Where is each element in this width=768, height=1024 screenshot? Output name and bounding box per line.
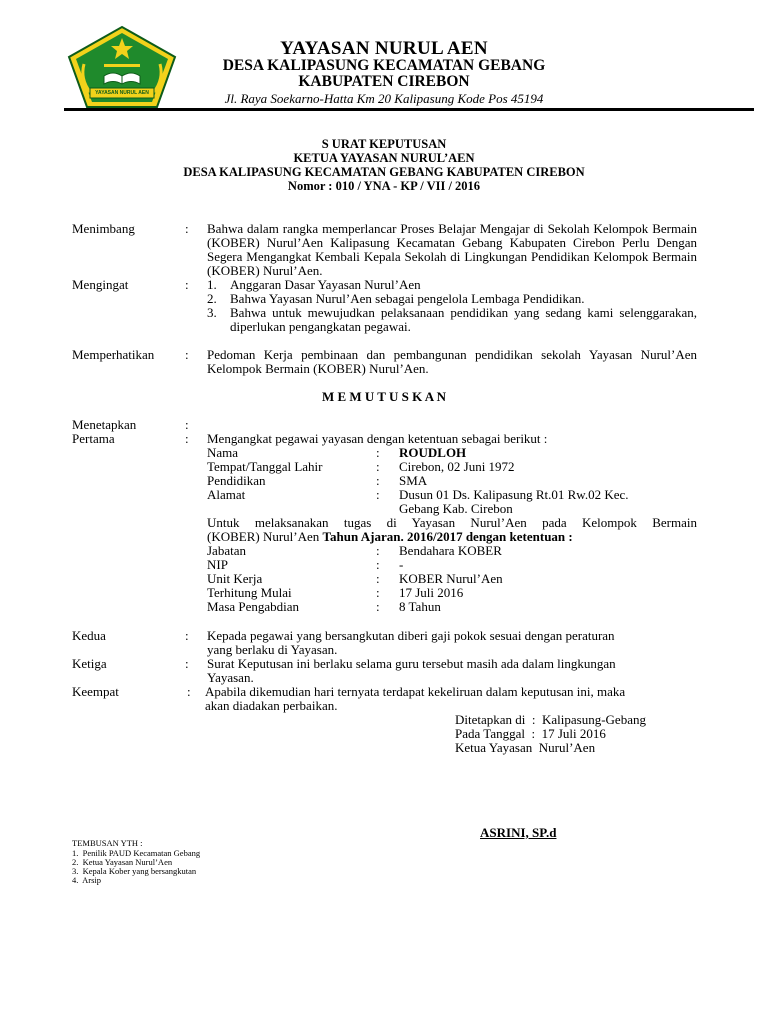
org-name: YAYASAN NURUL AEN	[280, 38, 488, 59]
title-number: Nomor : 010 / YNA - KP / VII / 2016	[287, 179, 481, 193]
job-value: KOBER Nurul’Aen	[399, 571, 503, 586]
ketiga-colon: :	[185, 656, 189, 671]
job-key: Terhitung Mulai	[207, 585, 292, 600]
menetapkan-colon: :	[185, 417, 189, 432]
mengingat-item-num: 2.	[207, 291, 217, 306]
field-key: Tempat/Tanggal Lahir	[207, 459, 323, 474]
field-value-name: ROUDLOH	[399, 445, 467, 460]
field-sep: :	[376, 473, 380, 488]
job-value: 8 Tahun	[399, 599, 441, 614]
pertama-label: Pertama	[72, 431, 115, 446]
mengingat-label: Mengingat	[72, 277, 129, 292]
header-divider	[64, 108, 754, 111]
pertama-intro: Mengangkat pegawai yayasan dengan ketentuan sebagai berikut :	[207, 431, 548, 446]
menimbang-label: Menimbang	[72, 221, 135, 236]
memperhatikan-label: Memperhatikan	[72, 347, 155, 362]
signature-date: Pada Tanggal : 17 Juli 2016	[455, 726, 606, 741]
task-text-2c: dengan ketentuan :	[462, 529, 573, 544]
pertama-colon: :	[185, 431, 189, 446]
job-sep: :	[376, 571, 380, 586]
org-village: DESA KALIPASUNG KECAMATAN GEBANG	[222, 57, 546, 74]
org-regency: KABUPATEN CIREBON	[298, 73, 470, 90]
field-key: Nama	[207, 445, 239, 460]
memperhatikan-text: Pedoman Kerja pembinaan dan pembangunan pendidikan sekolah Yayasan Nurul’Aen Kelompok Bermain (KOBER) Nurul’Aen.	[207, 347, 697, 376]
tembusan-item: 2. Ketua Yayasan Nurul’Aen	[72, 857, 173, 867]
title-line-2: KETUA YAYASAN NURUL’AEN	[293, 151, 475, 165]
kedua-colon: :	[185, 628, 189, 643]
field-key: Alamat	[207, 487, 246, 502]
keempat-line-1: Apabila dikemudian hari ternyata terdapat kekeliruan dalam keputusan ini, maka	[205, 684, 626, 699]
kedua-line-1: Kepada pegawai yang bersangkutan diberi gaji pokok sesuai dengan peraturan	[207, 628, 615, 643]
task-text-2a: (KOBER) Nurul’Aen	[207, 529, 323, 544]
field-value: Dusun 01 Ds. Kalipasung Rt.01 Rw.02 Kec.	[399, 487, 629, 502]
memperhatikan-colon: :	[185, 347, 189, 362]
kedua-line-2: yang berlaku di Yayasan.	[207, 642, 338, 657]
job-key: Unit Kerja	[207, 571, 263, 586]
task-text-line-2	[207, 530, 573, 544]
job-sep: :	[376, 599, 380, 614]
job-sep: :	[376, 543, 380, 558]
tembusan-item: 3. Kepala Kober yang bersangkutan	[72, 866, 197, 876]
job-value: 17 Juli 2016	[399, 585, 464, 600]
field-value: SMA	[399, 473, 428, 488]
menimbang-text: Bahwa dalam rangka memperlancar Proses Belajar Mengajar di Sekolah Kelompok Bermain (KOBER) Nurul’Aen Kalipasung Kecamatan Gebang Kabupaten Cirebon Perlu Dengan Segera Mengangkat Kembali Kepala Sekolah di Lingkungan Pendidikan Kelompok Bermain (KOBER) Nurul’Aen.	[207, 221, 697, 278]
field-value: Cirebon, 02 Juni 1972	[399, 459, 515, 474]
mengingat-item-text: Anggaran Dasar Yayasan Nurul’Aen	[230, 277, 421, 292]
field-sep: :	[376, 487, 380, 502]
ketiga-line-1: Surat Keputusan ini berlaku selama guru tersebut masih ada dalam lingkungan	[207, 656, 616, 671]
job-value: -	[399, 557, 404, 572]
task-text-line-1	[207, 516, 697, 530]
field-sep: :	[376, 459, 380, 474]
menimbang-colon: :	[185, 221, 189, 236]
mengingat-item-num: 3.	[207, 305, 217, 320]
job-sep: :	[376, 585, 380, 600]
signature-position: Ketua Yayasan Nurul’Aen	[455, 740, 596, 755]
org-address: Jl. Raya Soekarno-Hatta Km 20 Kalipasung Kode Pos 45194	[224, 91, 544, 106]
field-value-cont: Gebang Kab. Cirebon	[399, 501, 513, 516]
title-line-1: S URAT KEPUTUSAN	[321, 137, 447, 151]
task-text-1: Untuk melaksanakan tugas di Yayasan Nurul’Aen pada Kelompok Bermain	[207, 515, 697, 530]
job-value: Bendahara KOBER	[399, 543, 502, 558]
mengingat-item-text: Bahwa Yayasan Nurul’Aen sebagai pengelola Lembaga Pendidikan.	[230, 291, 585, 306]
field-sep: :	[376, 445, 380, 460]
ketiga-line-2: Yayasan.	[207, 670, 254, 685]
logo-ribbon-text: YAYASAN NURUL AEN	[95, 90, 149, 96]
tembusan-heading: TEMBUSAN YTH :	[72, 838, 143, 848]
keempat-label: Keempat	[72, 684, 119, 699]
keempat-colon: :	[187, 684, 191, 699]
mengingat-item-num: 1.	[207, 277, 217, 292]
task-text-2b: Tahun Ajaran. 2016/2017	[322, 529, 463, 544]
job-key: Jabatan	[207, 543, 246, 558]
field-key: Pendidikan	[207, 473, 266, 488]
memutuskan-heading: M E M U T U S K A N	[321, 389, 447, 404]
keempat-line-2: akan diadakan perbaikan.	[205, 698, 338, 713]
title-line-3: DESA KALIPASUNG KECAMATAN GEBANG KABUPATEN CIREBON	[183, 165, 585, 179]
tembusan-item: 4. Arsip	[72, 875, 102, 885]
signature-name: ASRINI, SP.d	[480, 825, 557, 840]
tembusan-item: 1. Penilik PAUD Kecamatan Gebang	[72, 848, 201, 858]
mengingat-item-text: Bahwa untuk mewujudkan pelaksanaan pendidikan yang sedang kami selenggarakan, diperlukan pengangkatan pegawai.	[230, 305, 697, 334]
job-key: Masa Pengabdian	[207, 599, 300, 614]
job-sep: :	[376, 557, 380, 572]
menetapkan-label: Menetapkan	[72, 417, 137, 432]
mengingat-colon: :	[185, 277, 189, 292]
ketiga-label: Ketiga	[72, 656, 107, 671]
job-key: NIP	[207, 557, 228, 572]
kedua-label: Kedua	[72, 628, 106, 643]
signature-place: Ditetapkan di : Kalipasung-Gebang	[455, 712, 646, 727]
